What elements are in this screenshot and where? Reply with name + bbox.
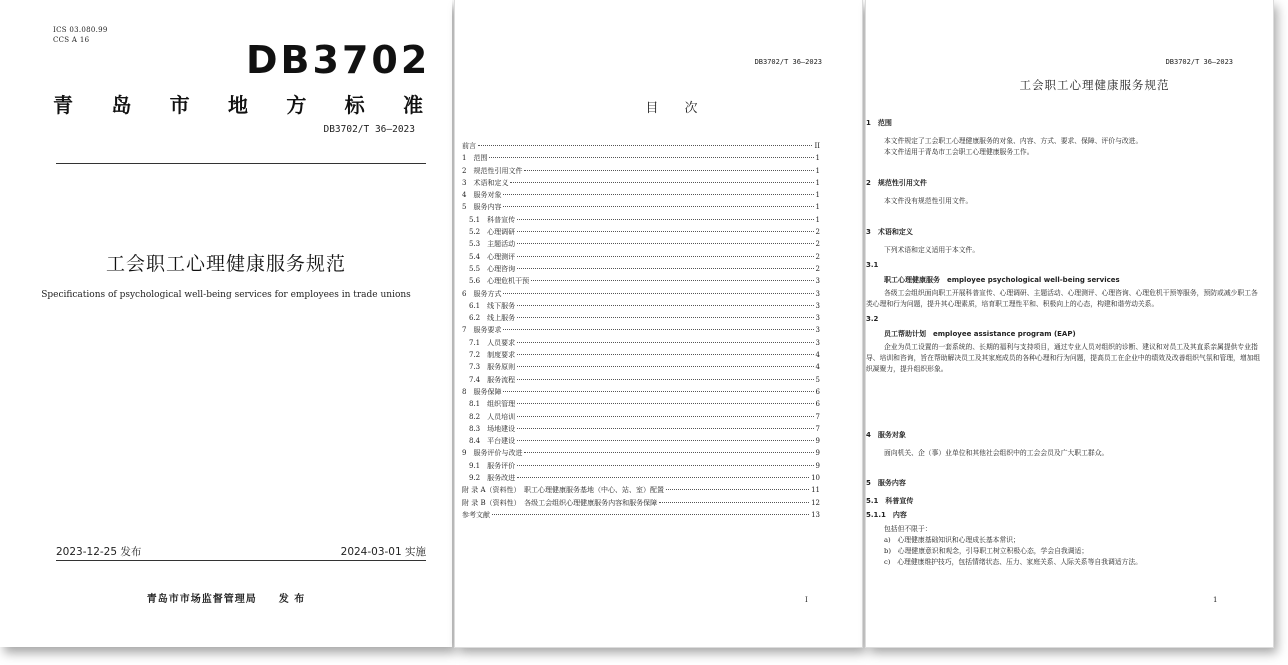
toc-leader-dots xyxy=(503,329,813,330)
toc-entry-page: 4 xyxy=(815,363,820,372)
toc-entry[interactable] xyxy=(462,313,820,325)
implementation-date: 2024-03-01 实施 xyxy=(340,546,426,558)
db-code-logo: DB3702 xyxy=(246,38,431,82)
toc-entry[interactable] xyxy=(462,362,820,374)
top-divider xyxy=(56,163,426,164)
toc-leader-dots xyxy=(517,416,813,417)
toc-entry-label: 7.2 制度要求 xyxy=(469,351,516,360)
section-heading: 4 服务对象 xyxy=(866,431,906,439)
section-heading: 1 范围 xyxy=(866,119,892,127)
toc-entry[interactable] xyxy=(462,227,820,239)
toc-entry-page: 1 xyxy=(815,191,820,200)
toc-entry[interactable] xyxy=(462,202,820,214)
toc-entry-page: 3 xyxy=(815,314,820,323)
standard-type-char: 方 xyxy=(286,93,307,117)
issuing-authority: 青岛市市场监督管理局 发 布 xyxy=(146,594,306,605)
toc-entry-label: 1 范围 xyxy=(462,154,488,163)
paragraph: 本文件没有规范性引用文件。 xyxy=(884,197,973,205)
classification-codes xyxy=(53,25,108,45)
toc-entry-label: 附 录 A（资料性） 职工心理健康服务基地（中心、站、室）配置 xyxy=(462,486,665,495)
toc-entry-label: 3 术语和定义 xyxy=(462,178,509,187)
term-definition: 企业为员工设置的一套系统的、长期的福利与支持项目，通过专业人员对组织的诊断、建议和对员工及其直系亲属提供专业指导、培训和咨询，旨在帮助解决员工及其家庭成员的各种心理和行为问题，提高员工在企业中的绩效及改善组织气氛和管理，增加组织凝聚力，提升组织形象。 xyxy=(866,343,1261,373)
standard-type xyxy=(53,89,423,118)
toc-entry-label: 附 录 B（资料性） 各级工会组织心理健康服务内容和服务保障 xyxy=(462,498,658,507)
document-title: 工会职工心理健康服务规范 xyxy=(105,253,346,275)
toc-leader-dots xyxy=(517,354,813,355)
toc-entry-page: 12 xyxy=(811,498,820,507)
toc-entry-page: II xyxy=(814,142,820,150)
toc-leader-dots xyxy=(666,489,809,490)
toc-entry-label: 8.3 场地建设 xyxy=(469,424,516,433)
toc-entry[interactable] xyxy=(462,276,820,288)
toc-entry[interactable] xyxy=(462,461,820,473)
toc-entry-label: 6.1 线下服务 xyxy=(469,301,516,310)
toc-entry-page: 3 xyxy=(815,338,820,347)
toc-entry-page: 7 xyxy=(815,412,820,421)
list-item: b) 心理健康意识和观念，引导职工树立积极心态，学会自我调适； xyxy=(884,547,1089,555)
toc-entry[interactable] xyxy=(462,498,820,510)
standard-type-char: 标 xyxy=(344,93,365,117)
toc-entry-page: 2 xyxy=(815,264,820,273)
toc-entry-label: 6.2 线上服务 xyxy=(469,314,516,323)
toc-entry-label: 9 服务评价与改进 xyxy=(462,449,523,458)
toc-entry-label: 4 服务对象 xyxy=(462,191,502,200)
toc-entry-page: 3 xyxy=(815,289,820,298)
toc-entry[interactable] xyxy=(462,436,820,448)
toc-leader-dots xyxy=(517,243,813,244)
toc-entry-page: 9 xyxy=(815,449,820,458)
toc-leader-dots xyxy=(517,428,813,429)
toc-leader-dots xyxy=(517,268,813,269)
toc-entry[interactable] xyxy=(462,141,820,153)
toc-title: 目次 xyxy=(645,101,724,116)
toc-entry-page: 4 xyxy=(815,351,820,360)
term-number: 3.1 xyxy=(866,261,879,269)
toc-entry[interactable] xyxy=(462,264,820,276)
paragraph: 包括但不限于： xyxy=(884,525,932,533)
toc-entry-page: 3 xyxy=(815,277,820,286)
toc-entry-label: 8.1 组织管理 xyxy=(469,400,516,409)
toc-leader-dots xyxy=(510,182,813,183)
toc-entry[interactable] xyxy=(462,289,820,301)
standard-type-char: 岛 xyxy=(111,93,132,117)
toc-entry-label: 5.4 心理测评 xyxy=(469,252,516,261)
toc-entry[interactable] xyxy=(462,178,820,190)
section-3 xyxy=(866,227,1263,375)
toc-entry-label: 7 服务要求 xyxy=(462,326,502,335)
toc-entry[interactable] xyxy=(462,510,820,522)
toc-entry-page: 10 xyxy=(811,474,820,483)
paragraph: 下列术语和定义适用于本文件。 xyxy=(884,246,980,254)
toc-entry[interactable] xyxy=(462,252,820,264)
toc-entry[interactable] xyxy=(462,338,820,350)
toc-leader-dots xyxy=(503,206,813,207)
ics-code: ICS 03.080.99 xyxy=(53,26,108,34)
toc-leader-dots xyxy=(492,514,809,515)
toc-leader-dots xyxy=(489,157,813,158)
toc-entry-label: 5.2 心理调研 xyxy=(469,228,516,237)
toc-page xyxy=(455,0,862,647)
section-4 xyxy=(866,430,1263,459)
section-heading: 5 服务内容 xyxy=(866,479,906,487)
issue-date: 2023-12-25 发布 xyxy=(56,546,142,558)
toc-entry-page: 6 xyxy=(815,400,820,409)
toc-entry[interactable] xyxy=(462,387,820,399)
list-item: c) 心理健康维护技巧，包括情绪状态、压力、家庭关系、人际关系等自我调适方法。 xyxy=(884,558,1142,566)
toc-leader-dots xyxy=(517,231,813,232)
toc-leader-dots xyxy=(517,219,813,220)
toc-entry-page: 2 xyxy=(815,240,820,249)
toc-leader-dots xyxy=(517,379,813,380)
toc-entry-page: 3 xyxy=(815,301,820,310)
toc-entry-page: 13 xyxy=(811,510,820,519)
paragraph: 本文件规定了工会职工心理健康服务的对象、内容、方式、要求、保障、评价与改进。 xyxy=(884,137,1143,145)
toc-entry-label: 6 服务方式 xyxy=(462,289,502,298)
toc-leader-dots xyxy=(517,366,813,367)
toc-entry-label: 8.2 人员培训 xyxy=(469,412,516,421)
toc-entry[interactable] xyxy=(462,153,820,165)
list-item: a) 心理健康基础知识和心理成长基本常识； xyxy=(884,536,1020,544)
toc-entry-label: 8 服务保障 xyxy=(462,387,502,396)
toc-leader-dots xyxy=(517,256,813,257)
toc-entry-page: 11 xyxy=(811,486,820,495)
toc-entry-page: 5 xyxy=(815,375,820,384)
standard-type-char: 准 xyxy=(402,93,423,117)
toc-leader-dots xyxy=(517,342,813,343)
page-header-number: DB3702/T 36—2023 xyxy=(1165,58,1233,66)
standard-type-char: 地 xyxy=(227,93,248,117)
toc-entry-page: 9 xyxy=(815,461,820,470)
toc-leader-dots xyxy=(517,403,813,404)
paragraph: 本文件适用于青岛市工会职工心理健康服务工作。 xyxy=(884,148,1034,156)
toc-entry-label: 7.4 服务流程 xyxy=(469,375,516,384)
toc-leader-dots xyxy=(524,170,813,171)
toc-entry-page: 1 xyxy=(815,215,820,224)
toc-entry-label: 5 服务内容 xyxy=(462,203,502,212)
term-definition: 各级工会组织面向职工开展科普宣传、心理调研、主题活动、心理测评、心理咨询、心理危机干预等服务，预防或减少职工各类心理和行为问题，提升其心理素质，培育职工理性平和、积极向上的心态，构建和谐劳动关系。 xyxy=(866,289,1258,308)
toc-leader-dots xyxy=(517,305,813,306)
page-folio: 1 xyxy=(1213,596,1218,604)
toc-entry-label: 参考文献 xyxy=(462,510,490,519)
toc-entry-page: 2 xyxy=(815,252,820,261)
cover-page xyxy=(0,0,452,647)
body-title: 工会职工心理健康服务规范 xyxy=(1019,78,1170,92)
section-5 xyxy=(866,478,1263,568)
toc-entry[interactable] xyxy=(462,325,820,337)
toc-leader-dots xyxy=(659,502,809,503)
toc-entry-label: 5.6 心理危机干预 xyxy=(469,277,530,286)
toc-leader-dots xyxy=(503,194,813,195)
toc-entry[interactable] xyxy=(462,424,820,436)
standard-type-char: 市 xyxy=(169,93,190,117)
toc-entry-page: 6 xyxy=(815,387,820,396)
toc-entry-page: 1 xyxy=(815,178,820,187)
bottom-divider xyxy=(56,560,426,561)
body-page xyxy=(866,0,1273,647)
toc-entry[interactable] xyxy=(462,166,820,178)
toc-entry-label: 7.3 服务原则 xyxy=(469,363,516,372)
toc-leader-dots xyxy=(478,145,812,146)
term-name: 员工帮助计划 employee assistance program (EAP) xyxy=(884,330,1076,338)
toc-entry-label: 5.1 科普宣传 xyxy=(469,215,516,224)
toc-entry-page: 2 xyxy=(815,228,820,237)
term-number: 3.2 xyxy=(866,315,879,323)
section-2 xyxy=(866,178,1263,207)
toc-entry-label: 9.2 服务改进 xyxy=(469,474,516,483)
page-folio: I xyxy=(805,596,808,604)
toc-entry[interactable] xyxy=(462,485,820,497)
toc-entry-page: 1 xyxy=(815,166,820,175)
toc-entry[interactable] xyxy=(462,190,820,202)
toc-entry-page: 7 xyxy=(815,424,820,433)
section-1 xyxy=(866,118,1263,158)
toc-leader-dots xyxy=(517,465,813,466)
section-heading: 2 规范性引用文件 xyxy=(866,179,927,187)
toc-entry[interactable] xyxy=(462,473,820,485)
standard-type-char: 青 xyxy=(53,93,73,117)
toc-entry[interactable] xyxy=(462,448,820,460)
ccs-code: CCS A 16 xyxy=(53,36,90,44)
toc-entry[interactable] xyxy=(462,239,820,251)
toc-entry[interactable] xyxy=(462,350,820,362)
subsection-heading: 5.1.1 内容 xyxy=(866,511,907,519)
toc-entry-page: 3 xyxy=(815,326,820,335)
toc-entry-label: 2 规范性引用文件 xyxy=(462,166,523,175)
toc-entry-label: 9.1 服务评价 xyxy=(469,461,516,470)
section-heading: 3 术语和定义 xyxy=(866,228,913,236)
toc-leader-dots xyxy=(517,317,813,318)
toc-leader-dots xyxy=(531,280,813,281)
paragraph: 面向机关、企（事）业单位和其他社会组织中的工会会员及广大职工群众。 xyxy=(884,449,1109,457)
toc-entry[interactable] xyxy=(462,399,820,411)
document-subtitle-en: Specifications of psychological well-being services for employees in trade unions xyxy=(41,290,411,300)
standard-number: DB3702/T 36—2023 xyxy=(323,124,415,135)
toc-entry[interactable] xyxy=(462,375,820,387)
toc-entry-label: 8.4 平台建设 xyxy=(469,437,516,446)
toc-entry-page: 1 xyxy=(815,154,820,163)
term-name: 职工心理健康服务 employee psychological well-being services xyxy=(884,276,1120,284)
toc-leader-dots xyxy=(524,452,813,453)
toc-entry-page: 1 xyxy=(815,203,820,212)
toc-entry[interactable] xyxy=(462,215,820,227)
toc-entry[interactable] xyxy=(462,301,820,313)
page-header-number: DB3702/T 36—2023 xyxy=(754,58,822,66)
toc-leader-dots xyxy=(503,391,813,392)
toc-leader-dots xyxy=(503,293,813,294)
toc-entry-label: 7.1 人员要求 xyxy=(469,338,516,347)
toc-entry-label: 前言 xyxy=(462,142,476,150)
toc-list xyxy=(462,141,820,522)
toc-entry-label: 5.5 心理咨询 xyxy=(469,264,516,273)
toc-leader-dots xyxy=(517,477,809,478)
toc-entry[interactable] xyxy=(462,412,820,424)
toc-leader-dots xyxy=(517,440,813,441)
toc-entry-label: 5.3 主题活动 xyxy=(469,240,516,249)
subsection-heading: 5.1 科普宣传 xyxy=(866,497,914,505)
toc-entry-page: 9 xyxy=(815,437,820,446)
